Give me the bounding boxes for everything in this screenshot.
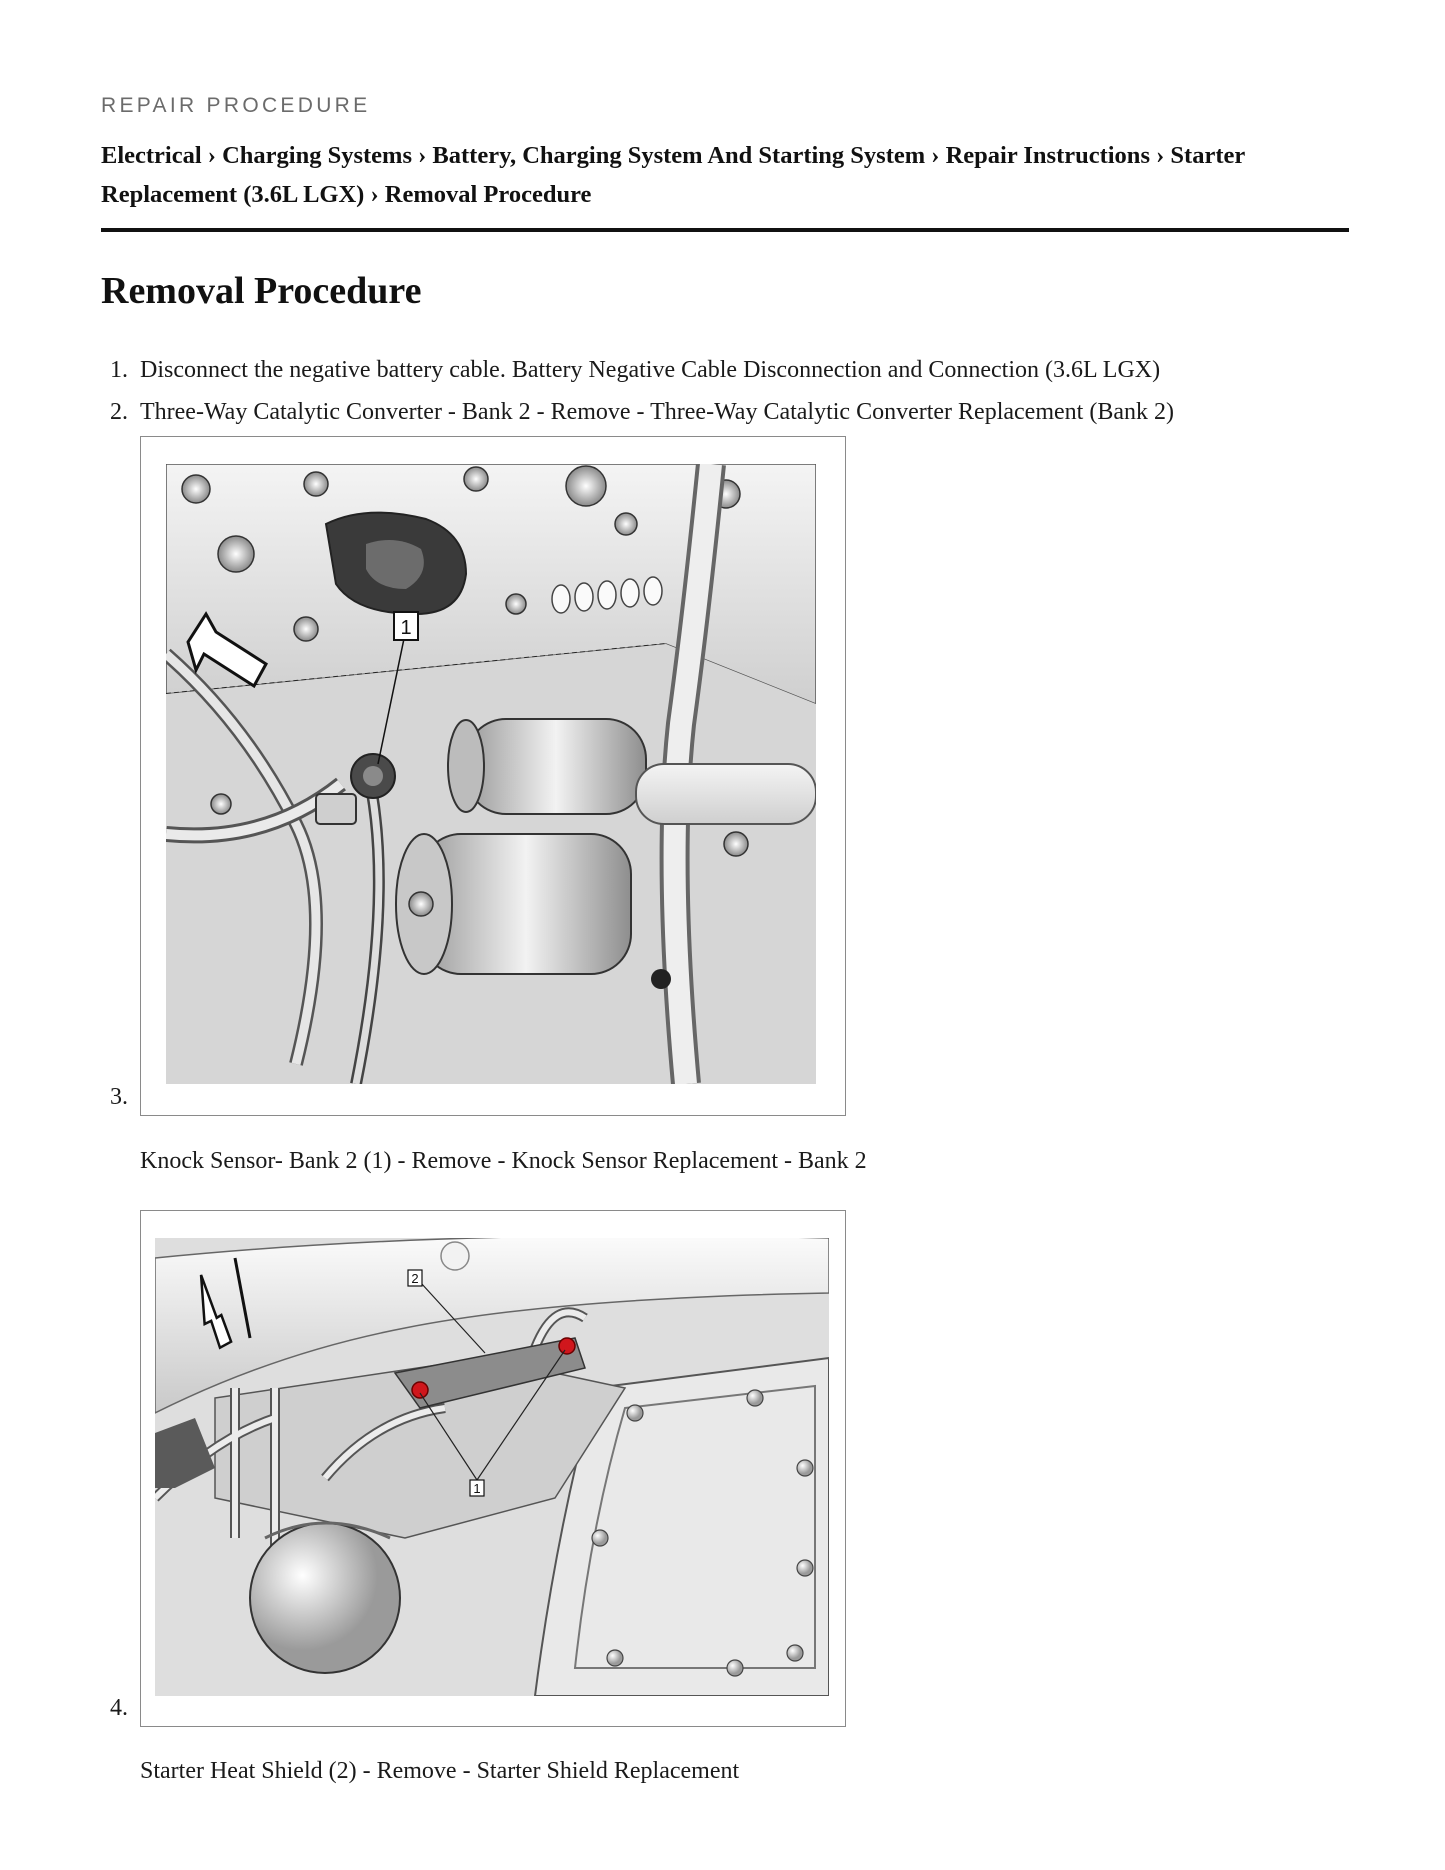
figure-callout: 1	[473, 1481, 481, 1496]
step-text[interactable]: Disconnect the negative battery cable. Battery Negative Cable Disconnection and Connection (3.6L LGX)	[140, 357, 1161, 383]
breadcrumb-separator: ›	[207, 142, 216, 169]
figure-callout: 1	[400, 617, 412, 639]
oil-pan-illustration	[155, 1238, 829, 1696]
breadcrumb-repair-instructions[interactable]: Repair Instructions	[945, 142, 1150, 169]
fastener-highlight	[559, 1338, 575, 1354]
breadcrumb-separator: ›	[370, 181, 379, 208]
engine-illustration	[166, 464, 816, 1084]
step-text[interactable]: Knock Sensor- Bank 2 (1) - Remove - Knock Sensor Replacement - Bank 2	[140, 1148, 867, 1174]
breadcrumb-separator: ›	[931, 142, 940, 169]
page-title: Removal Procedure	[101, 270, 422, 312]
step-number: 2.	[110, 399, 128, 425]
figure-callout: 2	[411, 1271, 419, 1286]
header-divider	[101, 228, 1349, 232]
step-text[interactable]: Three-Way Catalytic Converter - Bank 2 - Remove - Three-Way Catalytic Converter Replacement (Bank 2)	[140, 399, 1174, 425]
breadcrumb	[101, 136, 1351, 214]
breadcrumb-removal-procedure: Removal Procedure	[384, 181, 592, 208]
step-text[interactable]: Starter Heat Shield (2) - Remove - Starter Shield Replacement	[140, 1758, 740, 1784]
step-number: 3.	[110, 1084, 128, 1110]
fastener-highlight	[412, 1382, 428, 1398]
breadcrumb-electrical[interactable]: Electrical	[101, 142, 202, 169]
step-number: 1.	[110, 357, 128, 383]
step-number: 4.	[110, 1695, 128, 1721]
breadcrumb-separator: ›	[418, 142, 427, 169]
knock-sensor-figure	[140, 436, 846, 1116]
breadcrumb-separator: ›	[1156, 142, 1165, 169]
breadcrumb-battery-charging-starting[interactable]: Battery, Charging System And Starting System	[432, 142, 926, 169]
section-kicker: REPAIR PROCEDURE	[101, 94, 371, 117]
starter-heat-shield-figure	[140, 1210, 846, 1727]
breadcrumb-starter-replacement[interactable]: Starter Replacement (3.6L LGX)	[101, 142, 1245, 208]
breadcrumb-charging-systems[interactable]: Charging Systems	[222, 142, 412, 169]
